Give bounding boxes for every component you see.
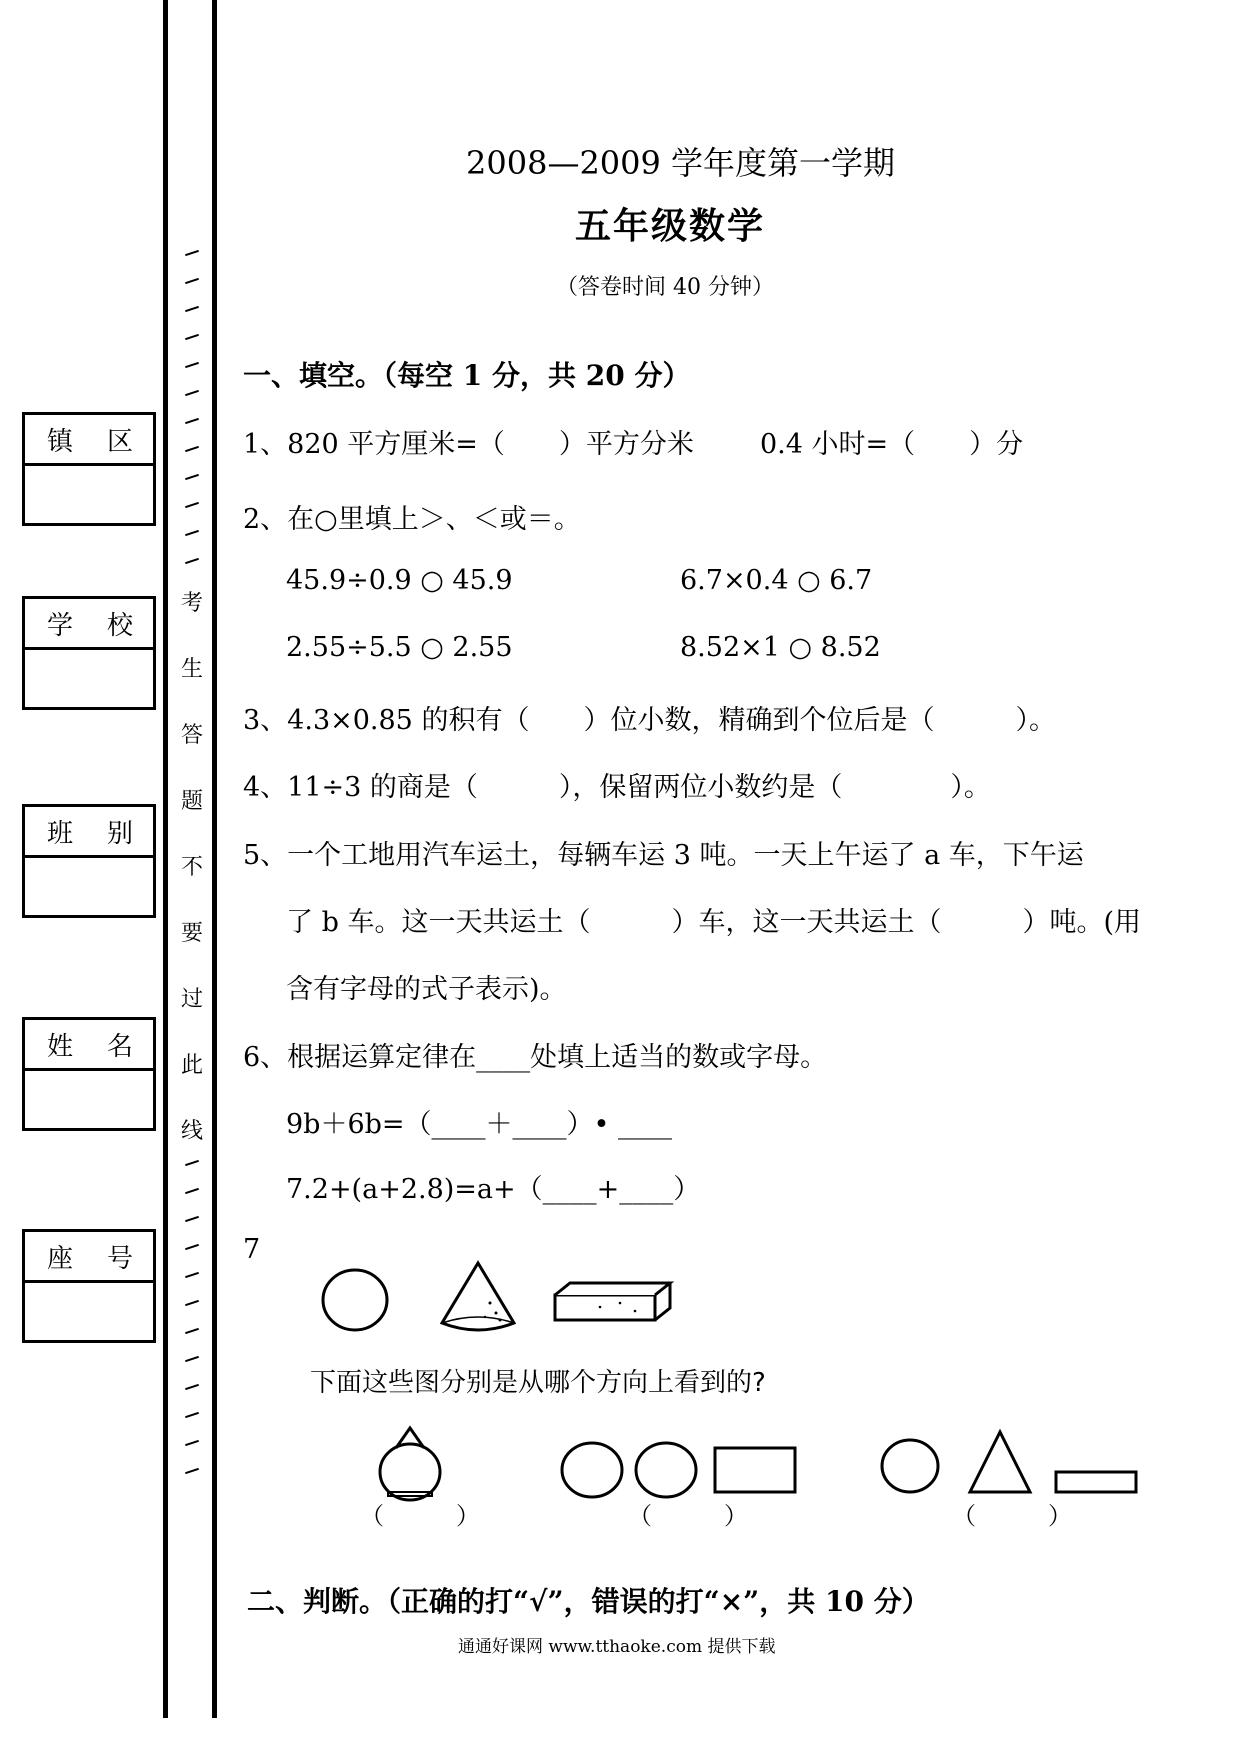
name-box[interactable] — [22, 1017, 156, 1131]
cut-tick — [185, 1384, 199, 1390]
box-label-char: 号 — [106, 1243, 133, 1274]
cut-tick — [185, 306, 199, 312]
view-group-2 — [562, 1443, 795, 1497]
cut-tick — [185, 1412, 199, 1418]
question-4: 4、11÷3 的商是（ ），保留两位小数约是（ ）。 — [243, 772, 991, 803]
cut-tick — [185, 334, 199, 340]
cut-tick — [185, 1188, 199, 1194]
question-2-item: 45.9÷0.9 ○ 45.9 — [286, 565, 513, 596]
view-group-1 — [380, 1428, 440, 1500]
question-6-expr-a: 9b＋6b=（____＋____）• ____ — [286, 1109, 673, 1140]
cut-tick — [185, 418, 199, 424]
answer-blank-2: （ ） — [628, 1502, 748, 1530]
cut-tick — [185, 1216, 199, 1222]
class-box[interactable] — [22, 804, 156, 918]
cut-tick — [185, 1160, 199, 1166]
cuboid-figure — [555, 1283, 670, 1320]
view-figures — [370, 1410, 1180, 1510]
notice-char: 生 — [181, 657, 204, 682]
view-group-3 — [882, 1432, 1136, 1492]
school-box[interactable] — [22, 596, 156, 710]
time-note: （答卷时间 40 分钟） — [556, 275, 774, 300]
cone-figure — [442, 1263, 514, 1330]
question-2-item: 6.7×0.4 ○ 6.7 — [680, 565, 873, 596]
cut-tick — [185, 1300, 199, 1306]
cut-tick — [185, 474, 199, 480]
box-label-char: 名 — [106, 1031, 133, 1062]
solid-figures — [310, 1255, 710, 1345]
term-title: 2008—2009 学年度第一学期 — [466, 144, 896, 182]
footer-source: 通通好课网 www.tthaoke.com 提供下载 — [458, 1637, 776, 1657]
question-5-line-2: 了 b 车。这一天共运土（ ）车，这一天共运土（ ）吨。(用 — [286, 907, 1141, 938]
question-1b: 0.4 小时=（ ）分 — [760, 429, 1024, 460]
sphere-figure — [323, 1270, 387, 1330]
question-6: 6、根据运算定律在____处填上适当的数或字母。 — [243, 1042, 828, 1073]
box-label-char: 别 — [106, 818, 133, 849]
box-label-char: 区 — [106, 426, 133, 457]
notice-char: 考 — [181, 591, 204, 616]
notice-char: 此 — [181, 1053, 204, 1078]
question-5-line-1: 5、一个工地用汽车运土，每辆车运 3 吨。一天上午运了 a 车，下午运 — [243, 840, 1084, 871]
town-district-box[interactable] — [22, 412, 156, 526]
cut-tick — [185, 278, 199, 284]
answer-blank-1: （ ） — [360, 1502, 480, 1530]
section-2-title: 二、判断。（正确的打“√”，错误的打“×”，共 10 分） — [247, 1585, 930, 1618]
binding-line-left — [163, 0, 168, 1718]
cut-tick — [185, 1328, 199, 1334]
box-label-char: 镇 — [47, 426, 74, 457]
cut-tick — [185, 558, 199, 564]
question-2: 2、在○里填上＞、＜或＝。 — [243, 504, 581, 535]
answer-blank-3: （ ） — [952, 1502, 1072, 1530]
cut-tick — [185, 446, 199, 452]
cut-tick — [185, 1468, 199, 1474]
box-label-char: 姓 — [47, 1031, 74, 1062]
cut-tick — [185, 530, 199, 536]
question-7-number: 7 — [243, 1234, 261, 1265]
box-label-char: 校 — [106, 610, 133, 641]
cut-tick — [185, 1440, 199, 1446]
box-label-char: 班 — [47, 818, 74, 849]
notice-char: 题 — [181, 789, 204, 814]
question-3: 3、4.3×0.85 的积有（ ）位小数，精确到个位后是（ ）。 — [243, 705, 1056, 736]
cut-tick — [185, 362, 199, 368]
notice-char: 要 — [181, 921, 204, 946]
question-6-expr-b: 7.2+(a+2.8)=a+（____+____） — [286, 1174, 701, 1205]
cut-tick — [185, 1356, 199, 1362]
cut-tick — [185, 250, 199, 256]
question-2-item: 8.52×1 ○ 8.52 — [680, 632, 881, 663]
binding-line-right — [212, 0, 217, 1718]
cut-tick — [185, 502, 199, 508]
box-label-char: 座 — [47, 1243, 74, 1274]
notice-char: 答 — [181, 723, 204, 748]
cut-tick — [185, 1272, 199, 1278]
subject-title: 五年级数学 — [575, 205, 766, 247]
cut-tick — [185, 390, 199, 396]
section-1-title: 一、填空。（每空 1 分，共 20 分） — [243, 359, 691, 392]
cut-tick — [185, 1244, 199, 1250]
notice-char: 不 — [181, 855, 204, 880]
box-label-char: 学 — [47, 610, 74, 641]
notice-char: 过 — [181, 987, 204, 1012]
question-1a: 1、820 平方厘米=（ ）平方分米 — [243, 429, 694, 460]
question-7-prompt: 下面这些图分别是从哪个方向上看到的? — [310, 1368, 766, 1398]
question-2-item: 2.55÷5.5 ○ 2.55 — [286, 632, 513, 663]
seat-number-box[interactable] — [22, 1229, 156, 1343]
notice-char: 线 — [181, 1119, 204, 1144]
question-5-line-3: 含有字母的式子表示)。 — [286, 974, 567, 1005]
